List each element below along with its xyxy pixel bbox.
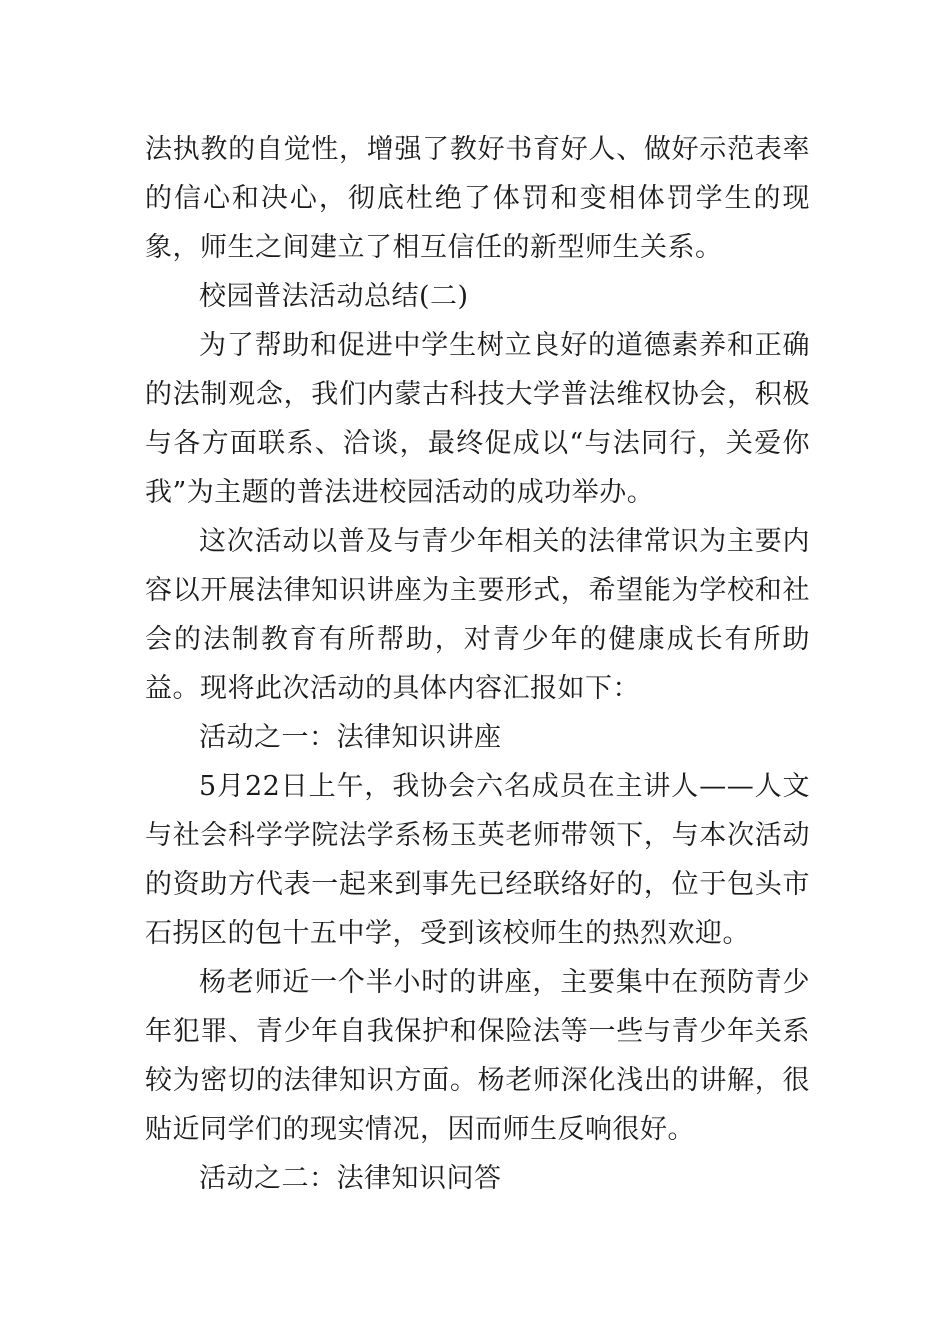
paragraph-continuation: 法执教的自觉性，增强了教好书育好人、做好示范表率的信心和决心，彻底杜绝了体罚和变相体罚学生的现象，师生之间建立了相互信任的新型师生关系。: [145, 134, 810, 263]
paragraph: 杨老师近一个半小时的讲座，主要集中在预防青少年犯罪、青少年自我保护和保险法等一些与青少年关系较为密切的法律知识方面。杨老师深化浅出的讲解，很贴近同学们的现实情况，因而师生反响很好。: [145, 967, 810, 1145]
activity-heading: 活动之二：法律知识问答: [199, 1163, 502, 1194]
document-body: [145, 125, 810, 1203]
activity-heading: 活动之一：法律知识讲座: [199, 722, 502, 753]
paragraph: 5月22日上午，我协会六名成员在主讲人——人文与社会科学学院法学系杨玉英老师带领下，与本次活动的资助方代表一起来到事先已经联络好的，位于包头市石拐区的包十五中学，受到该校师生的热烈欢迎。: [145, 771, 810, 949]
paragraph: 这次活动以普及与青少年相关的法律常识为主要内容以开展法律知识讲座为主要形式，希望能为学校和社会的法制教育有所帮助，对青少年的健康成长有所助益。现将此次活动的具体内容汇报如下：: [145, 526, 810, 704]
paragraph: 为了帮助和促进中学生树立良好的道德素养和正确的法制观念，我们内蒙古科技大学普法维权协会，积极与各方面联系、洽谈，最终促成以“与法同行，关爱你我”为主题的普法进校园活动的成功举办。: [145, 330, 810, 508]
section-heading: 校园普法活动总结(二): [199, 281, 469, 312]
